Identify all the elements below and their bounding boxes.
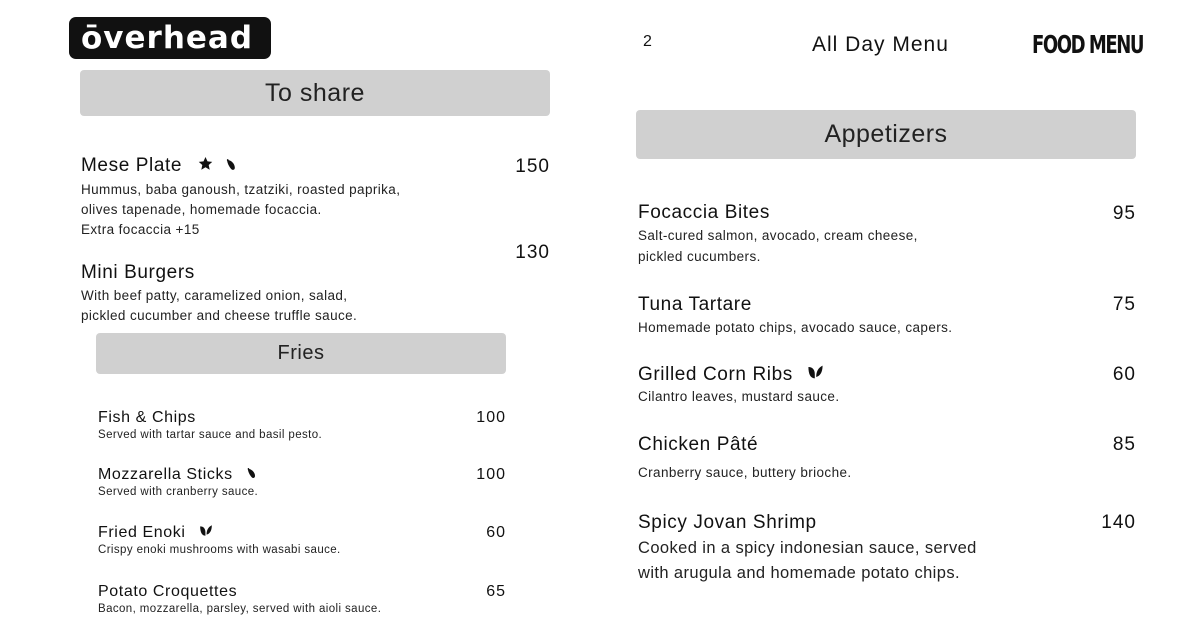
item-price: 150	[515, 156, 550, 177]
item-price: 100	[476, 409, 506, 426]
item-name: Chicken Pâté	[638, 434, 759, 455]
menu-item	[638, 294, 952, 338]
item-price: 85	[1112, 434, 1136, 455]
item-price: 60	[486, 524, 506, 541]
menu-item	[98, 524, 341, 556]
item-name: Focaccia Bites	[638, 202, 770, 223]
item-price: 130	[515, 242, 550, 263]
menu-item	[98, 583, 381, 615]
spicy-chili-icon	[225, 155, 236, 177]
item-price: 100	[476, 466, 506, 483]
menu-item	[81, 262, 357, 326]
item-price: 65	[486, 583, 506, 600]
spicy-chili-icon	[246, 466, 256, 484]
item-description: Salt-cured salmon, avocado, cream cheese, pickled cucumbers.	[638, 228, 918, 264]
item-name: Fried Enoki	[98, 524, 186, 542]
menu-item	[98, 409, 322, 441]
menu-item	[98, 466, 258, 498]
item-price: 95	[1112, 203, 1136, 224]
item-description: Bacon, mozzarella, parsley, served with aioli sauce.	[98, 603, 382, 615]
star-icon	[198, 155, 213, 177]
page-title: FOOD MENU	[1032, 30, 1144, 59]
item-description: Served with tartar sauce and basil pesto.	[98, 429, 323, 441]
menu-item	[638, 512, 977, 586]
item-description: Cooked in a spicy indonesian sauce, served with arugula and homemade potato chips.	[638, 539, 977, 582]
menu-subtitle: All Day Menu	[812, 33, 949, 56]
section-heading-appetizers: Appetizers	[636, 110, 1136, 159]
page-number: 2	[643, 33, 652, 50]
item-description: Homemade potato chips, avocado sauce, capers.	[638, 320, 953, 335]
item-name: Mese Plate	[81, 155, 183, 177]
menu-item	[638, 434, 852, 483]
item-description: Hummus, baba ganoush, tzatziki, roasted paprika, olives tapenade, homemade focaccia. Extra focaccia +15	[81, 182, 401, 238]
item-name: Grilled Corn Ribs	[638, 364, 793, 386]
item-description: With beef patty, caramelized onion, salad, pickled cucumber and cheese truffle sauce.	[81, 288, 358, 323]
vegan-leaf-icon	[807, 364, 824, 386]
item-description: Crispy enoki mushrooms with wasabi sauce.	[98, 544, 341, 557]
section-heading-fries: Fries	[96, 333, 506, 374]
item-description: Served with cranberry sauce.	[98, 486, 259, 499]
item-name: Spicy Jovan Shrimp	[638, 512, 817, 533]
brand-logo: ōverhead	[69, 17, 271, 59]
menu-item	[638, 364, 840, 407]
item-description: Cranberry sauce, buttery brioche.	[638, 465, 852, 480]
item-price: 60	[1112, 364, 1136, 385]
menu-item	[81, 155, 400, 240]
vegan-leaf-icon	[199, 524, 213, 542]
item-name: Mini Burgers	[81, 262, 195, 283]
item-name: Potato Croquettes	[98, 583, 238, 600]
item-name: Tuna Tartare	[638, 294, 752, 315]
item-name: Mozzarella Sticks	[98, 466, 233, 484]
item-price: 75	[1112, 294, 1136, 315]
item-name: Fish & Chips	[98, 409, 196, 426]
item-description: Cilantro leaves, mustard sauce.	[638, 389, 840, 405]
menu-item	[638, 202, 918, 267]
section-heading-to-share: To share	[80, 70, 550, 116]
item-price: 140	[1101, 512, 1136, 533]
